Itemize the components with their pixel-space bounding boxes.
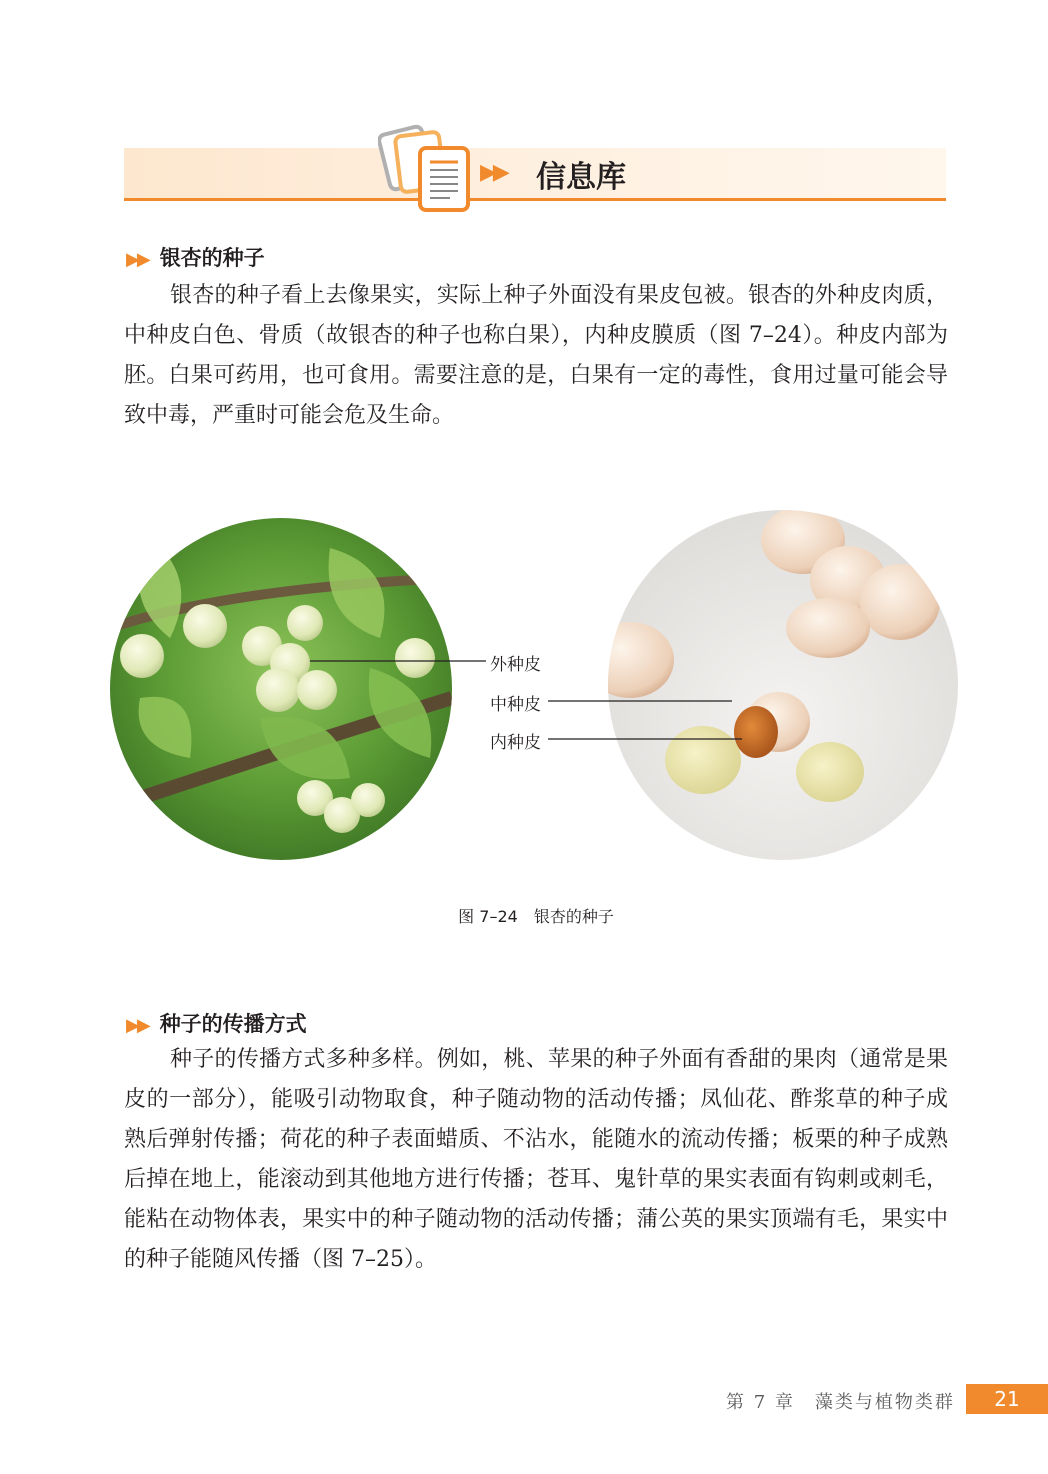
section-heading-text: 种子的传播方式 [159, 1012, 307, 1036]
caption-number: 图 7–24 [458, 907, 518, 926]
label-inner-seedcoat: 内种皮 [490, 733, 541, 753]
section-paragraph: 银杏的种子看上去像果实，实际上种子外面没有果皮包被。银杏的外种皮肉质，中种皮白色、骨质（故银杏的种子也称白果），内种皮膜质（图 7–24）。种皮内部为胚。白果可药用，也可食用。需要注意的是，白果有一定的毒性，食用过量可能会导致中毒，严重时可能会危及生命。 [124, 283, 948, 428]
info-banner [124, 148, 946, 201]
label-outer-seedcoat: 外种皮 [490, 655, 541, 675]
page-number: 21 [966, 1384, 1048, 1414]
banner-title: 信息库 [536, 160, 626, 195]
section-paragraph: 种子的传播方式多种多样。例如，桃、苹果的种子外面有香甜的果肉（通常是果皮的一部分），能吸引动物取食，种子随动物的活动传播；凤仙花、酢浆草的种子成熟后弹射传播；荷花的种子表面蜡质、不沾水，能随水的流动传播；板栗的种子成熟后掉在地上，能滚动到其他地方进行传播；苍耳、鬼针草的果实表面有钩刺或刺毛，能粘在动物体表，果实中的种子随动物的活动传播；蒲公英的果实顶端有毛，果实中的种子能随风传播（图 7–25）。 [124, 1047, 948, 1272]
section-arrow-icon: ▶▶ [126, 1015, 148, 1036]
chapter-footer: 第 7 章 藻类与植物类群 [726, 1392, 955, 1413]
caption-title: 银杏的种子 [533, 907, 614, 926]
label-middle-seedcoat: 中种皮 [490, 695, 541, 715]
section-arrow-icon: ▶▶ [126, 249, 148, 270]
banner-arrow-icon: ▶▶ [480, 160, 506, 185]
document-stack-icon [378, 124, 470, 216]
section-heading [126, 242, 265, 272]
section-heading-text: 银杏的种子 [159, 246, 265, 270]
section-heading [126, 1008, 307, 1038]
figure-caption [0, 904, 1048, 927]
